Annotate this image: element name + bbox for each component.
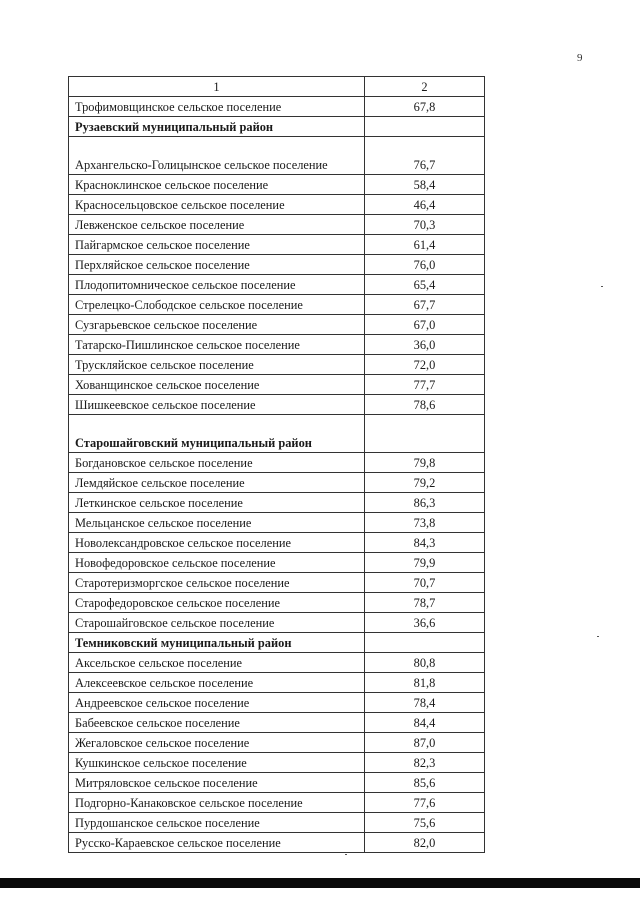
settlement-name: Красноклинское сельское поселение xyxy=(69,175,365,195)
settlement-name: Трофимовщинское сельское поселение xyxy=(69,97,365,117)
table-row xyxy=(69,395,485,415)
settlement-value: 79,2 xyxy=(365,473,485,493)
table-row xyxy=(69,573,485,593)
settlement-name: Новофедоровское сельское поселение xyxy=(69,553,365,573)
settlement-name: Пайгармское сельское поселение xyxy=(69,235,365,255)
section-row xyxy=(69,633,485,653)
settlement-name: Жегаловское сельское поселение xyxy=(69,733,365,753)
settlement-value: 61,4 xyxy=(365,235,485,255)
table-row xyxy=(69,335,485,355)
settlement-value: 78,6 xyxy=(365,395,485,415)
settlement-name: Плодопитомническое сельское поселение xyxy=(69,275,365,295)
settlement-value: 78,4 xyxy=(365,693,485,713)
table-row xyxy=(69,215,485,235)
settlement-value: 87,0 xyxy=(365,733,485,753)
settlement-name: Левженское сельское поселение xyxy=(69,215,365,235)
table-row xyxy=(69,275,485,295)
settlement-value: 70,3 xyxy=(365,215,485,235)
settlement-name: Леткинское сельское поселение xyxy=(69,493,365,513)
table-row xyxy=(69,613,485,633)
section-title: Темниковский муниципальный район xyxy=(69,633,365,653)
settlement-value: 73,8 xyxy=(365,513,485,533)
settlement-value: 76,7 xyxy=(365,137,485,175)
settlement-name: Татарско-Пишлинское сельское поселение xyxy=(69,335,365,355)
settlement-value: 67,7 xyxy=(365,295,485,315)
table-row xyxy=(69,653,485,673)
section-row xyxy=(69,415,485,453)
settlement-value: 77,6 xyxy=(365,793,485,813)
settlement-value: 67,0 xyxy=(365,315,485,335)
table-row xyxy=(69,355,485,375)
settlement-name: Сузгарьевское сельское поселение xyxy=(69,315,365,335)
settlement-name: Аксельское сельское поселение xyxy=(69,653,365,673)
table-row xyxy=(69,733,485,753)
settlement-value: 72,0 xyxy=(365,355,485,375)
settlement-value: 75,6 xyxy=(365,813,485,833)
settlement-name: Старотеризморгское сельское поселение xyxy=(69,573,365,593)
section-title: Старошайговский муниципальный район xyxy=(69,415,365,453)
settlement-value: 77,7 xyxy=(365,375,485,395)
table-row xyxy=(69,793,485,813)
scan-edge-bar xyxy=(0,878,640,888)
settlements-table xyxy=(68,76,485,853)
table-row xyxy=(69,195,485,215)
settlement-name: Старофедоровское сельское поселение xyxy=(69,593,365,613)
settlement-name: Кушкинское сельское поселение xyxy=(69,753,365,773)
column-header-1: 1 xyxy=(69,77,365,97)
settlement-name: Богдановское сельское поселение xyxy=(69,453,365,473)
table-body xyxy=(69,97,485,853)
table-row xyxy=(69,753,485,773)
table-row xyxy=(69,713,485,733)
section-empty-cell xyxy=(365,415,485,453)
settlement-value: 86,3 xyxy=(365,493,485,513)
table-row xyxy=(69,773,485,793)
settlement-value: 67,8 xyxy=(365,97,485,117)
settlement-value: 58,4 xyxy=(365,175,485,195)
settlement-name: Шишкеевское сельское поселение xyxy=(69,395,365,415)
table-row xyxy=(69,453,485,473)
table-row xyxy=(69,473,485,493)
section-row xyxy=(69,117,485,137)
settlement-name: Перхляйское сельское поселение xyxy=(69,255,365,275)
settlement-value: 36,6 xyxy=(365,613,485,633)
settlement-name: Старошайговское сельское поселение xyxy=(69,613,365,633)
settlement-name: Архангельско-Голицынское сельское поселение xyxy=(69,137,365,175)
settlement-value: 82,3 xyxy=(365,753,485,773)
settlement-value: 79,8 xyxy=(365,453,485,473)
settlement-name: Красносельцовское сельское поселение xyxy=(69,195,365,215)
settlement-name: Трускляйское сельское поселение xyxy=(69,355,365,375)
settlement-value: 70,7 xyxy=(365,573,485,593)
settlement-name: Новолександровское сельское поселение xyxy=(69,533,365,553)
table-row xyxy=(69,175,485,195)
settlement-name: Пурдошанское сельское поселение xyxy=(69,813,365,833)
settlement-value: 85,6 xyxy=(365,773,485,793)
settlement-value: 84,3 xyxy=(365,533,485,553)
settlement-value: 80,8 xyxy=(365,653,485,673)
section-empty-cell xyxy=(365,633,485,653)
table-header-row xyxy=(69,77,485,97)
table-row xyxy=(69,813,485,833)
scan-speck xyxy=(601,286,603,287)
settlement-name: Подгорно-Канаковское сельское поселение xyxy=(69,793,365,813)
table-row xyxy=(69,295,485,315)
settlement-name: Мельцанское сельское поселение xyxy=(69,513,365,533)
table-row xyxy=(69,137,485,175)
settlement-name: Лемдяйское сельское поселение xyxy=(69,473,365,493)
table-row xyxy=(69,493,485,513)
table-row xyxy=(69,693,485,713)
settlement-name: Андреевское сельское поселение xyxy=(69,693,365,713)
column-header-2: 2 xyxy=(365,77,485,97)
settlement-value: 82,0 xyxy=(365,833,485,853)
settlement-value: 46,4 xyxy=(365,195,485,215)
section-empty-cell xyxy=(365,117,485,137)
table-row xyxy=(69,513,485,533)
settlement-name: Стрелецко-Слободское сельское поселение xyxy=(69,295,365,315)
table-row xyxy=(69,375,485,395)
settlement-value: 65,4 xyxy=(365,275,485,295)
table-row xyxy=(69,97,485,117)
settlement-value: 78,7 xyxy=(365,593,485,613)
settlement-name: Хованщинское сельское поселение xyxy=(69,375,365,395)
settlement-value: 81,8 xyxy=(365,673,485,693)
settlement-name: Бабеевское сельское поселение xyxy=(69,713,365,733)
table-row xyxy=(69,833,485,853)
table-row xyxy=(69,673,485,693)
settlement-name: Русско-Караевское сельское поселение xyxy=(69,833,365,853)
table-row xyxy=(69,235,485,255)
table-row xyxy=(69,255,485,275)
settlement-value: 36,0 xyxy=(365,335,485,355)
settlement-value: 84,4 xyxy=(365,713,485,733)
settlement-value: 76,0 xyxy=(365,255,485,275)
settlement-name: Митряловское сельское поселение xyxy=(69,773,365,793)
table-row xyxy=(69,315,485,335)
page-number: 9 xyxy=(577,52,583,64)
table-row xyxy=(69,533,485,553)
scan-speck xyxy=(597,636,599,637)
settlement-name: Алексеевское сельское поселение xyxy=(69,673,365,693)
settlement-value: 79,9 xyxy=(365,553,485,573)
section-title: Рузаевский муниципальный район xyxy=(69,117,365,137)
table-row xyxy=(69,593,485,613)
table-row xyxy=(69,553,485,573)
scan-speck xyxy=(345,854,347,855)
